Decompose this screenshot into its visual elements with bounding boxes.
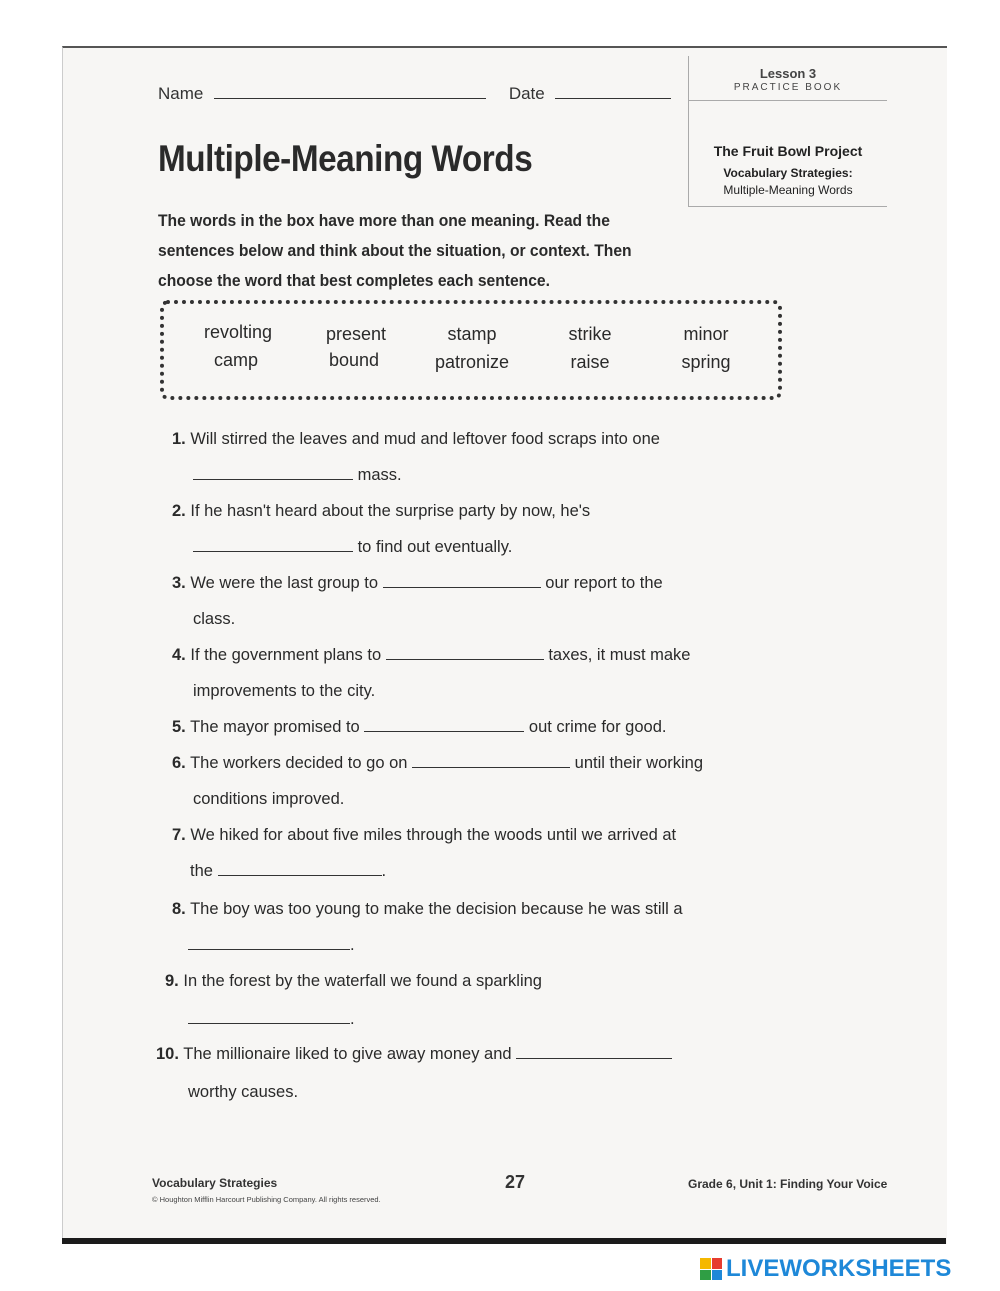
question-number: 6. bbox=[172, 754, 186, 772]
question-7 bbox=[172, 826, 676, 845]
answer-blank-7[interactable] bbox=[218, 863, 382, 876]
word-box-item: spring bbox=[681, 352, 731, 372]
word-box-item: patronize bbox=[434, 352, 510, 372]
question-number: 5. bbox=[172, 718, 186, 736]
lesson-label: Lesson 3 bbox=[759, 66, 817, 81]
date-field[interactable] bbox=[555, 84, 671, 99]
answer-blank-5[interactable] bbox=[364, 719, 524, 732]
question-3-line2 bbox=[193, 610, 235, 629]
question-text: out crime for good. bbox=[528, 718, 667, 736]
question-text: until their working bbox=[574, 754, 704, 772]
question-text: . bbox=[350, 1010, 355, 1028]
footer-copyright: © Houghton Mifflin Harcourt Publishing Company. All rights reserved. bbox=[152, 1195, 381, 1204]
header-divider bbox=[689, 100, 887, 101]
word-box-item: stamp bbox=[447, 324, 497, 344]
question-10 bbox=[156, 1045, 672, 1064]
question-text: We were the last group to bbox=[190, 574, 379, 592]
question-text: The mayor promised to bbox=[190, 718, 360, 736]
question-number: 3. bbox=[172, 574, 186, 592]
date-label: Date bbox=[508, 84, 545, 103]
question-7-line2 bbox=[190, 862, 386, 881]
question-9 bbox=[165, 972, 542, 991]
name-date-row bbox=[158, 84, 671, 104]
question-text: The millionaire liked to give away money and bbox=[183, 1045, 512, 1063]
question-1 bbox=[172, 430, 660, 449]
question-text: . bbox=[381, 862, 387, 880]
word-box-item: strike bbox=[568, 324, 612, 344]
footer-unit-label: Grade 6, Unit 1: Finding Your Voice bbox=[688, 1177, 888, 1191]
word-box-item: revolting bbox=[203, 322, 273, 342]
word-box-item: minor bbox=[683, 324, 729, 344]
footer-section-label: Vocabulary Strategies bbox=[152, 1176, 278, 1190]
question-number: 9. bbox=[165, 972, 179, 990]
question-number: 10. bbox=[156, 1045, 179, 1063]
name-label: Name bbox=[158, 84, 204, 103]
question-text: The boy was too young to make the decision because he was still a bbox=[190, 900, 683, 918]
answer-blank-6[interactable] bbox=[412, 755, 570, 768]
question-text: worthy causes. bbox=[188, 1083, 299, 1101]
question-9-line2 bbox=[188, 1010, 355, 1029]
word-box-item: present bbox=[325, 324, 387, 344]
page-number: 27 bbox=[505, 1172, 526, 1192]
question-number: 8. bbox=[172, 900, 186, 918]
word-box-item: raise bbox=[570, 352, 610, 372]
question-text: conditions improved. bbox=[193, 790, 345, 808]
question-text: . bbox=[350, 936, 355, 954]
page-title: Multiple-Meaning Words bbox=[158, 138, 533, 179]
answer-blank-2[interactable] bbox=[193, 539, 353, 552]
question-2-line2 bbox=[193, 538, 512, 557]
question-8 bbox=[172, 900, 683, 919]
question-text: class. bbox=[193, 610, 236, 628]
question-number: 1. bbox=[172, 430, 186, 448]
question-8-line2 bbox=[188, 936, 355, 955]
answer-blank-8[interactable] bbox=[188, 937, 350, 950]
liveworksheets-brand[interactable] bbox=[700, 1256, 951, 1282]
question-number: 4. bbox=[172, 646, 186, 664]
question-3 bbox=[172, 574, 663, 593]
brand-name: LIVEWORKSHEETS bbox=[726, 1255, 952, 1282]
question-text: In the forest by the waterfall we found a sparkling bbox=[183, 972, 542, 990]
liveworksheets-logo-icon bbox=[700, 1258, 722, 1280]
project-title: The Fruit Bowl Project bbox=[713, 143, 863, 159]
name-field[interactable] bbox=[214, 84, 486, 99]
question-4-line2 bbox=[193, 682, 375, 701]
question-text: our report to the bbox=[545, 574, 663, 592]
question-10-line2 bbox=[188, 1083, 298, 1102]
question-text: the bbox=[190, 862, 213, 880]
question-text: We hiked for about five miles through the woods until we arrived at bbox=[190, 826, 677, 844]
question-6-line2 bbox=[193, 790, 344, 809]
page-bottom-border bbox=[62, 1238, 946, 1244]
question-text: Will stirred the leaves and mud and leftover food scraps into one bbox=[190, 430, 660, 448]
question-text: If the government plans to bbox=[190, 646, 382, 664]
question-text: improvements to the city. bbox=[193, 682, 376, 700]
question-6 bbox=[172, 754, 703, 773]
answer-blank-9[interactable] bbox=[188, 1011, 350, 1024]
question-text: mass. bbox=[357, 466, 402, 484]
question-text: taxes, it must make bbox=[548, 646, 691, 664]
strategy-label: Vocabulary Strategies: bbox=[723, 166, 853, 180]
word-box-item: camp bbox=[213, 350, 258, 370]
answer-blank-10[interactable] bbox=[516, 1046, 672, 1059]
strategy-topic: Multiple-Meaning Words bbox=[723, 183, 853, 197]
lesson-header-box bbox=[688, 56, 887, 207]
word-box bbox=[160, 300, 782, 400]
instructions: The words in the box have more than one meaning. Read the sentences below and think about the situation, or context. Then choose the word that best completes each sentence. bbox=[158, 211, 632, 290]
question-text: If he hasn't heard about the surprise party by now, he's bbox=[190, 502, 591, 520]
word-box-item: bound bbox=[328, 350, 380, 370]
question-5 bbox=[172, 718, 666, 737]
answer-blank-1[interactable] bbox=[193, 467, 353, 480]
question-text: to find out eventually. bbox=[357, 538, 513, 556]
question-number: 2. bbox=[172, 502, 186, 520]
answer-blank-4[interactable] bbox=[386, 647, 544, 660]
question-text: The workers decided to go on bbox=[190, 754, 408, 772]
answer-blank-3[interactable] bbox=[383, 575, 541, 588]
question-number: 7. bbox=[172, 826, 186, 844]
question-1-line2 bbox=[193, 466, 402, 485]
practice-book-label: PRACTICE BOOK bbox=[733, 82, 843, 93]
question-2 bbox=[172, 502, 590, 521]
question-4 bbox=[172, 646, 690, 665]
